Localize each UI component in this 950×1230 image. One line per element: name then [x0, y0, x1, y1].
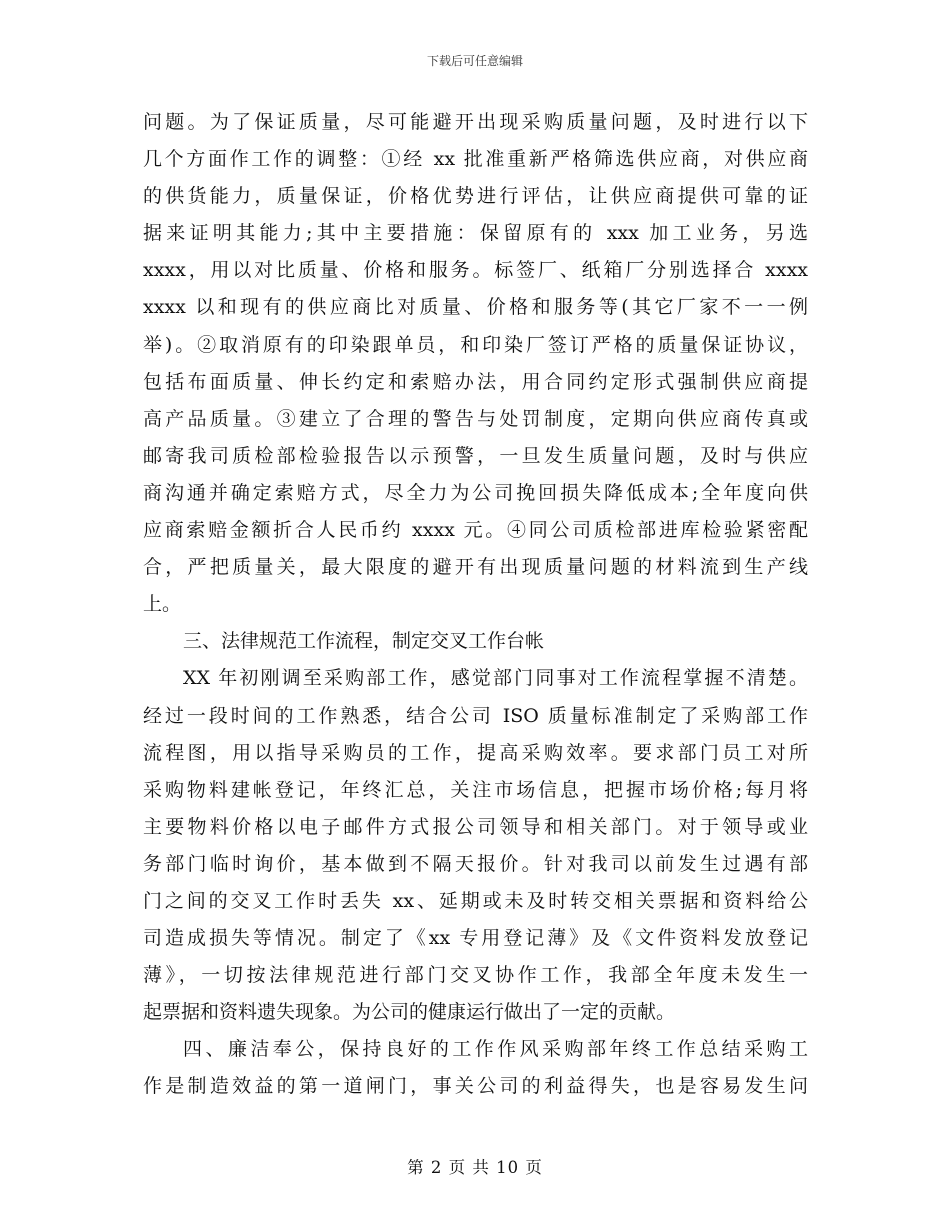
body-line: 邮寄我司质检部检验报告以示预警，一旦发生质量问题，及时与供应 — [143, 444, 808, 467]
body-line: 举)。②取消原有的印染跟单员，和印染厂签订严格的质量保证协议， — [143, 333, 808, 356]
body-line: 主要物料价格以电子邮件方式报公司领导和相关部门。对于领导或业 — [143, 815, 808, 838]
body-line: xxxx 以和现有的供应商比对质量、价格和服务等(其它厂家不一一例 — [143, 296, 808, 319]
body-line: 作是制造效益的第一道闸门，事关公司的利益得失，也是容易发生问 — [143, 1075, 808, 1098]
body-line: 务部门临时询价，基本做到不隔天报价。针对我司以前发生过遇有部 — [143, 852, 808, 875]
section-heading: 四、廉洁奉公，保持良好的工作作风采购部年终工作总结采购工 — [183, 1038, 808, 1061]
paragraph-first-line: XX 年初刚调至采购部工作，感觉部门同事对工作流程掌握不清楚。 — [183, 667, 808, 690]
body-line: 高产品质量。③建立了合理的警告与处罚制度，定期向供应商传真或 — [143, 407, 808, 430]
body-line: 的供货能力，质量保证，价格优势进行评估，让供应商提供可靠的证 — [143, 185, 808, 208]
body-line: 问题。为了保证质量，尽可能避开出现采购质量问题，及时进行以下 — [143, 111, 808, 133]
body-line: 应商索赔金额折合人民币约 xxxx 元。④同公司质检部进库检验紧密配 — [143, 519, 808, 542]
document-body — [143, 104, 808, 1106]
body-line: 包括布面质量、伸长约定和索赔办法，用合同约定形式强制供应商提 — [143, 370, 808, 393]
body-line: 几个方面作工作的调整：①经 xx 批准重新严格筛选供应商，对供应商 — [143, 148, 808, 171]
body-line: 起票据和资料遗失现象。为公司的健康运行做出了一定的贡献。 — [143, 1001, 676, 1024]
section-heading: 三、法律规范工作流程，制定交叉工作台帐 — [183, 630, 545, 653]
body-line: 据来证明其能力;其中主要措施：保留原有的 xxx 加工业务，另选 — [143, 222, 808, 245]
body-line: 经过一段时间的工作熟悉，结合公司 ISO 质量标准制定了采购部工作 — [143, 704, 808, 727]
body-line: 司造成损失等情况。制定了《xx 专用登记薄》及《文件资料发放登记 — [143, 927, 808, 950]
page-number: 第 2 页 共 10 页 — [407, 1158, 543, 1177]
page-header: 下载后可任意编辑 — [426, 54, 523, 68]
body-line: 上。 — [143, 593, 182, 616]
body-line: 商沟通并确定索赔方式，尽全力为公司挽回损失降低成本;全年度向供 — [143, 481, 808, 504]
body-line: xxxx，用以对比质量、价格和服务。标签厂、纸箱厂分别选择合 xxxx — [143, 259, 808, 282]
body-line: 流程图，用以指导采购员的工作，提高采购效率。要求部门员工对所 — [143, 741, 808, 764]
body-line: 薄》，一切按法律规范进行部门交叉协作工作，我部全年度未发生一 — [143, 964, 808, 987]
body-line: 门之间的交叉工作时丢失 xx、延期或未及时转交相关票据和资料给公 — [143, 889, 808, 912]
body-line: 采购物料建帐登记，年终汇总，关注市场信息，把握市场价格;每月将 — [143, 778, 808, 801]
body-line: 合，严把质量关，最大限度的避开有出现质量问题的材料流到生产线 — [143, 556, 808, 579]
